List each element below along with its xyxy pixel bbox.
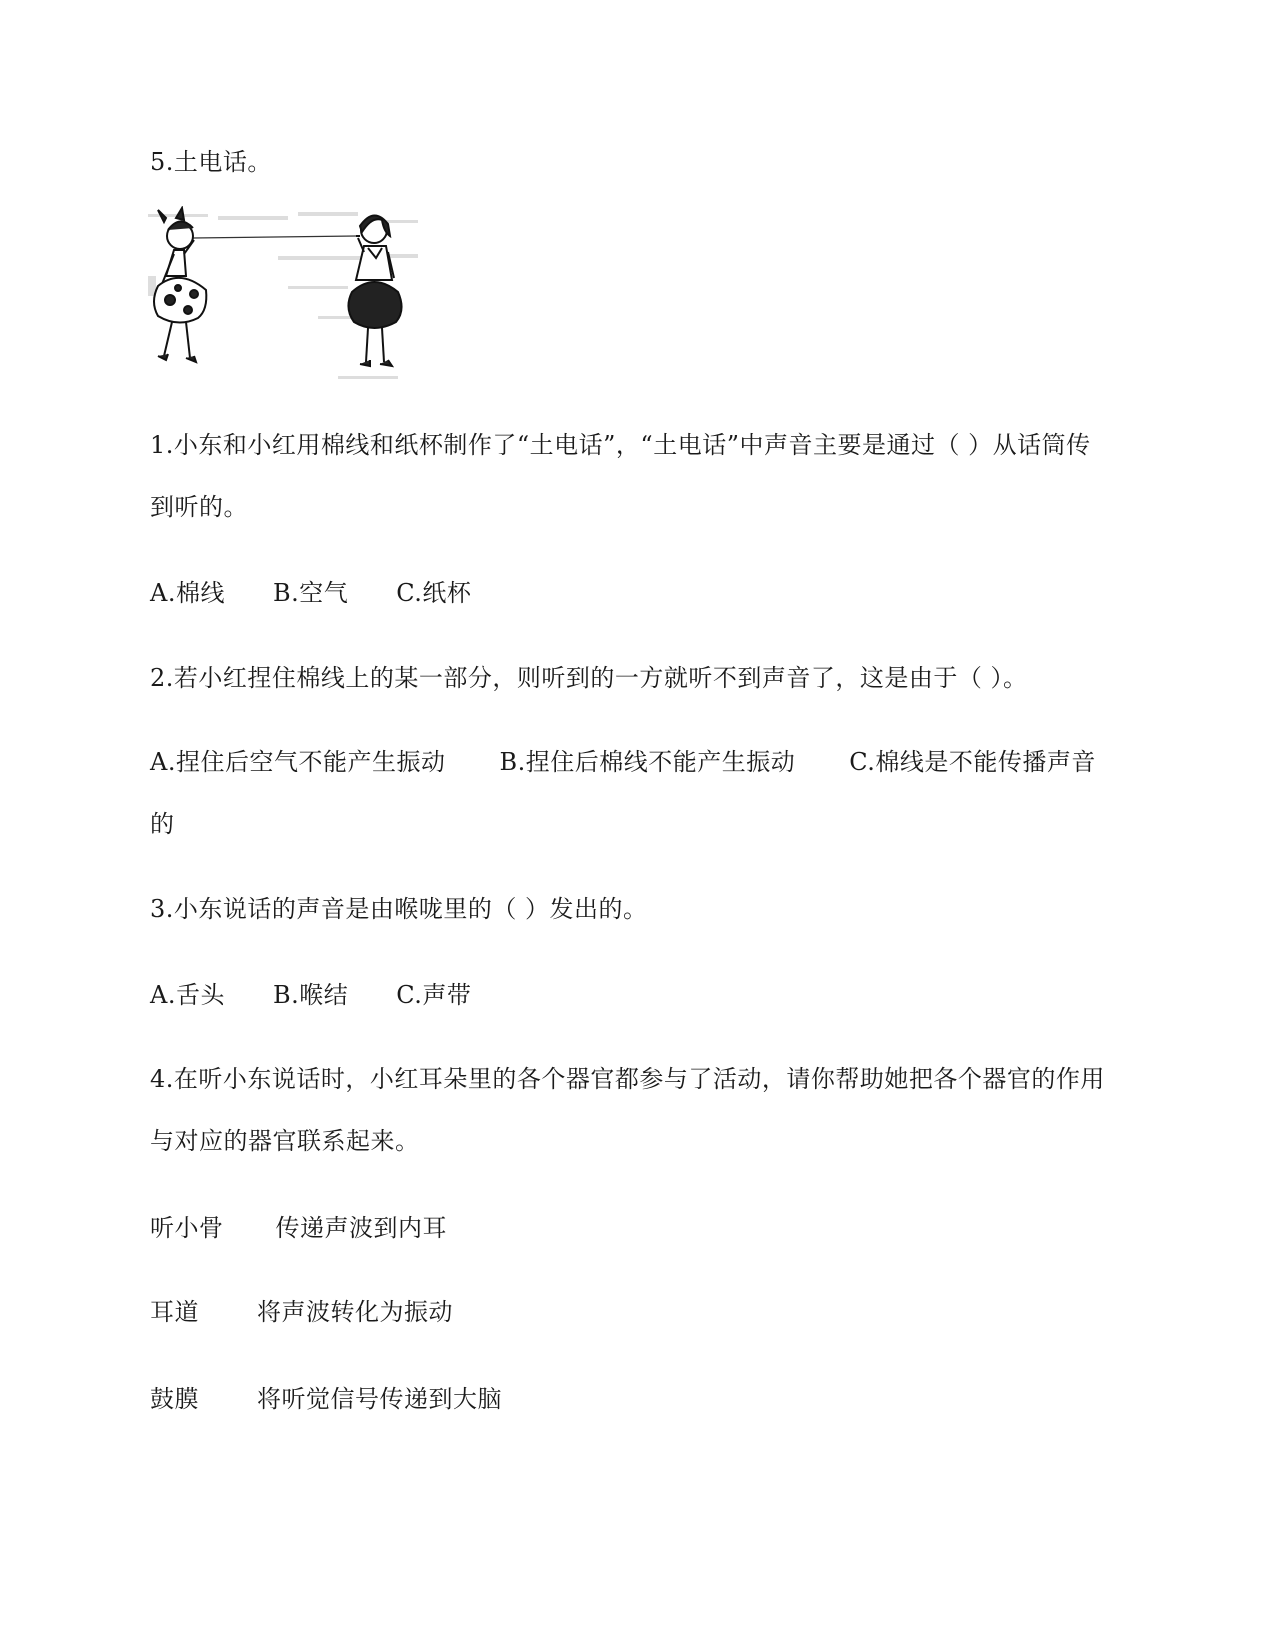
option-c: C.纸杯 — [396, 579, 472, 607]
question-1-options — [150, 577, 1150, 609]
question-1-text: 1.小东和小红用棉线和纸杯制作了“土电话”，“土电话”中声音主要是通过（ ）从话筒传 — [150, 431, 1091, 459]
organ-label: 鼓膜 — [150, 1385, 199, 1413]
organ-function: 将声波转化为振动 — [257, 1298, 453, 1326]
matching-row — [150, 1212, 1150, 1244]
question-4-text: 4.在听小东说话时，小红耳朵里的各个器官都参与了活动，请你帮助她把各个器官的作用 — [150, 1065, 1105, 1093]
section-heading: 5.土电话。 — [150, 148, 272, 176]
organ-function: 将听觉信号传递到大脑 — [257, 1385, 502, 1413]
organ-label: 耳道 — [150, 1298, 199, 1326]
option-c: C.棉线是不能传播声音 — [849, 748, 1096, 776]
question-2-text: 2.若小红捏住棉线上的某一部分，则听到的一方就听不到声音了，这是由于（ ）。 — [150, 664, 1028, 692]
option-c: C.声带 — [396, 981, 472, 1009]
question-3-options — [150, 979, 1150, 1011]
organ-label: 听小骨 — [150, 1214, 224, 1242]
question-2-options-wrap: 的 — [150, 810, 175, 838]
option-a: A.捏住后空气不能产生振动 — [150, 748, 446, 776]
option-b: B.捏住后棉线不能产生振动 — [499, 748, 796, 776]
option-a: A.棉线 — [150, 579, 225, 607]
question-2-options — [150, 746, 1150, 778]
option-b: B.空气 — [272, 579, 349, 607]
question-4-text-wrap: 与对应的器官联系起来。 — [150, 1127, 420, 1155]
option-a: A.舌头 — [150, 981, 225, 1009]
organ-function: 传递声波到内耳 — [275, 1214, 447, 1242]
string-telephone-illustration — [148, 206, 428, 391]
question-1-text-wrap: 到听的。 — [150, 493, 248, 521]
matching-row — [150, 1383, 1150, 1415]
option-b: B.喉结 — [272, 981, 349, 1009]
question-3-text: 3.小东说话的声音是由喉咙里的（ ）发出的。 — [150, 895, 648, 923]
matching-row — [150, 1296, 1150, 1328]
